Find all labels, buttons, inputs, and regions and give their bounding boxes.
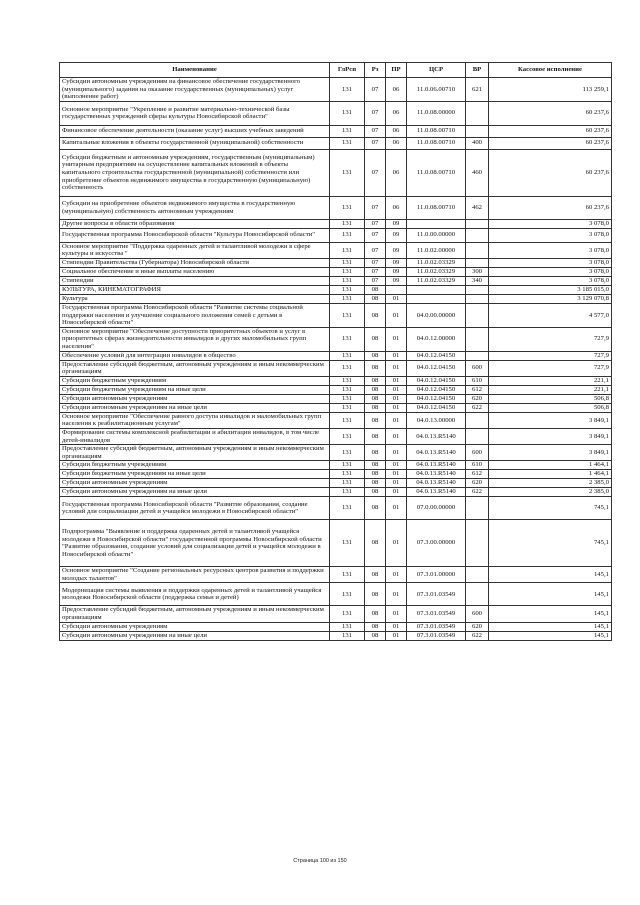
cell-pr: 01: [386, 360, 407, 376]
cell-amount: 145,1: [489, 631, 612, 640]
cell-rz: 08: [365, 360, 386, 376]
cell-rz: 08: [365, 376, 386, 385]
cell-amount: 3 078,0: [489, 219, 612, 228]
cell-csr: 04.0.12.00000: [407, 327, 466, 351]
cell-vr: 462: [466, 196, 489, 219]
cell-amount: 745,1: [489, 497, 612, 520]
cell-csr: 04.0.12.04150: [407, 394, 466, 403]
table-row: [60, 479, 612, 488]
cell-rz: 08: [365, 303, 386, 327]
cell-name: Субсидии автономным учреждениям на иные цели: [60, 403, 330, 412]
cell-name: Государственная программа Новосибирской области "Развитие системы социальной поддержки населения и улучшение социального положения семей с детьми в Новосибирской области": [60, 303, 330, 327]
cell-csr: 07.0.00.00000: [407, 497, 466, 520]
table-row: [60, 258, 612, 267]
cell-csr: 11.0.02.03329: [407, 258, 466, 267]
cell-pr: 01: [386, 385, 407, 394]
cell-grs: 131: [330, 78, 365, 102]
cell-rz: 08: [365, 479, 386, 488]
cell-csr: 04.0.13.00000: [407, 412, 466, 428]
cell-name: Субсидии автономным учреждениям: [60, 622, 330, 631]
cell-csr: 04.0.12.04150: [407, 376, 466, 385]
cell-pr: [386, 285, 407, 294]
cell-rz: 08: [365, 403, 386, 412]
cell-rz: 07: [365, 101, 386, 125]
cell-pr: 06: [386, 78, 407, 102]
cell-vr: [466, 228, 489, 242]
cell-rz: 08: [365, 631, 386, 640]
cell-csr: 11.0.08.00000: [407, 101, 466, 125]
cell-csr: 11.0.02.03329: [407, 276, 466, 285]
cell-name: Субсидии бюджетным и автономным учреждениям, государственным (муниципальным) унитарным предприятиям на осуществление капитальных вложений в объекты капитального строительства государственной (муниципальной) собственности или приобретение объектов недвижимого имущества в государственную (муниципальную) собственность: [60, 149, 330, 196]
cell-amount: 1 464,1: [489, 461, 612, 470]
cell-vr: 620: [466, 394, 489, 403]
cell-vr: 610: [466, 376, 489, 385]
cell-amount: 4 577,0: [489, 303, 612, 327]
cell-rz: 08: [365, 567, 386, 583]
cell-csr: [407, 285, 466, 294]
table-row: [60, 622, 612, 631]
cell-name: Субсидии автономным учреждениям на иные цели: [60, 488, 330, 497]
cell-csr: 04.0.00.00000: [407, 303, 466, 327]
cell-vr: 620: [466, 622, 489, 631]
cell-pr: 01: [386, 470, 407, 479]
table-row: [60, 470, 612, 479]
table-row: [60, 285, 612, 294]
cell-csr: 04.0.12.04150: [407, 360, 466, 376]
header-vr: ВР: [466, 63, 489, 78]
table-row: [60, 219, 612, 228]
cell-grs: 131: [330, 470, 365, 479]
cell-pr: 06: [386, 125, 407, 137]
cell-grs: 131: [330, 567, 365, 583]
cell-rz: 08: [365, 294, 386, 303]
cell-vr: 600: [466, 445, 489, 461]
table-row: [60, 428, 612, 444]
cell-rz: 07: [365, 125, 386, 137]
cell-grs: 131: [330, 228, 365, 242]
cell-amount: 145,1: [489, 583, 612, 606]
cell-rz: 07: [365, 196, 386, 219]
cell-amount: 3 129 070,8: [489, 294, 612, 303]
cell-amount: 60 237,6: [489, 137, 612, 149]
cell-amount: 221,1: [489, 385, 612, 394]
cell-pr: 01: [386, 479, 407, 488]
cell-pr: 01: [386, 497, 407, 520]
cell-name: Модернизация системы выявления и поддержки одаренных детей и талантливой учащейся молодежи Новосибирской области (поддержка семьи и детей): [60, 583, 330, 606]
page-number: Страница 100 из 150: [293, 858, 347, 864]
budget-execution-table: [59, 62, 612, 641]
cell-name: Государственная программа Новосибирской области "Культура Новосибирской области": [60, 228, 330, 242]
cell-grs: 131: [330, 520, 365, 567]
cell-pr: 09: [386, 242, 407, 258]
table-row: [60, 394, 612, 403]
cell-name: Основное мероприятие "Обеспечение доступности приоритетных объектов и услуг в приоритетных сферах жизнедеятельности инвалидов и других маломобильных групп населения": [60, 327, 330, 351]
cell-grs: 131: [330, 149, 365, 196]
table-row: [60, 412, 612, 428]
cell-amount: 60 237,6: [489, 125, 612, 137]
cell-rz: 08: [365, 488, 386, 497]
cell-pr: 09: [386, 276, 407, 285]
cell-rz: 08: [365, 520, 386, 567]
table-row: [60, 583, 612, 606]
cell-name: Предоставление субсидий бюджетным, автономным учреждениям и иным некоммерческим организациям: [60, 360, 330, 376]
table-row: [60, 351, 612, 360]
cell-grs: 131: [330, 267, 365, 276]
cell-csr: 07.3.01.03549: [407, 622, 466, 631]
table-row: [60, 497, 612, 520]
cell-vr: 300: [466, 267, 489, 276]
table-header-row: [60, 63, 612, 78]
header-amount: Кассовое исполнение: [489, 63, 612, 78]
cell-pr: 01: [386, 376, 407, 385]
cell-pr: 09: [386, 219, 407, 228]
table-row: [60, 488, 612, 497]
cell-rz: 08: [365, 385, 386, 394]
cell-grs: 131: [330, 479, 365, 488]
table-row: [60, 242, 612, 258]
cell-rz: 07: [365, 228, 386, 242]
cell-pr: 01: [386, 394, 407, 403]
table-row: [60, 125, 612, 137]
cell-vr: [466, 101, 489, 125]
cell-csr: 11.0.08.00710: [407, 196, 466, 219]
cell-rz: 08: [365, 394, 386, 403]
header-name: Наименование: [60, 63, 330, 78]
cell-grs: 131: [330, 394, 365, 403]
cell-amount: 221,1: [489, 376, 612, 385]
cell-vr: [466, 412, 489, 428]
cell-name: Основное мероприятие "Укрепление и развитие материально-технической базы государственных учреждений сферы культуры Новосибирской области": [60, 101, 330, 125]
cell-vr: 622: [466, 403, 489, 412]
cell-rz: 08: [365, 285, 386, 294]
cell-pr: 01: [386, 351, 407, 360]
cell-pr: 01: [386, 631, 407, 640]
cell-rz: 08: [365, 445, 386, 461]
header-pr: ПР: [386, 63, 407, 78]
cell-rz: 08: [365, 412, 386, 428]
cell-grs: 131: [330, 219, 365, 228]
cell-pr: 01: [386, 303, 407, 327]
cell-grs: 131: [330, 125, 365, 137]
cell-name: Основное мероприятие "Обеспечение равного доступа инвалидов и маломобильных групп населения к реабилитационным услугам": [60, 412, 330, 428]
cell-vr: [466, 428, 489, 444]
table-row: [60, 631, 612, 640]
cell-amount: 1 464,1: [489, 470, 612, 479]
cell-amount: 3 849,1: [489, 445, 612, 461]
cell-amount: 3 078,0: [489, 228, 612, 242]
cell-grs: 131: [330, 445, 365, 461]
cell-pr: 01: [386, 327, 407, 351]
table-row: [60, 228, 612, 242]
cell-name: Капитальные вложения в объекты государственной (муниципальной) собственности: [60, 137, 330, 149]
cell-vr: [466, 242, 489, 258]
cell-csr: 04.0.13.R5140: [407, 479, 466, 488]
cell-name: Субсидии автономным учреждениям: [60, 394, 330, 403]
cell-rz: 08: [365, 351, 386, 360]
cell-pr: 01: [386, 606, 407, 622]
cell-amount: 3 078,0: [489, 242, 612, 258]
cell-name: Основное мероприятие "Поддержка одаренных детей и талантливой молодежи в сфере культуры и искусства ": [60, 242, 330, 258]
cell-name: Стипендии: [60, 276, 330, 285]
cell-vr: [466, 285, 489, 294]
table-row: [60, 403, 612, 412]
cell-pr: 06: [386, 137, 407, 149]
cell-vr: [466, 567, 489, 583]
cell-csr: 04.0.13.R5140: [407, 445, 466, 461]
table-row: [60, 149, 612, 196]
cell-rz: 08: [365, 622, 386, 631]
cell-pr: 01: [386, 403, 407, 412]
cell-amount: 3 078,0: [489, 258, 612, 267]
cell-pr: 06: [386, 101, 407, 125]
cell-grs: 131: [330, 137, 365, 149]
table-row: [60, 461, 612, 470]
cell-vr: [466, 294, 489, 303]
cell-pr: 09: [386, 258, 407, 267]
table-row: [60, 360, 612, 376]
cell-amount: 60 237,6: [489, 101, 612, 125]
cell-vr: [466, 327, 489, 351]
cell-pr: 09: [386, 228, 407, 242]
table-row: [60, 137, 612, 149]
cell-rz: 08: [365, 497, 386, 520]
cell-name: Подпрограмма "Выявление и поддержка одаренных детей и талантливой учащейся молодежи в Новосибирской области" государственной программы Новосибирской области "Развитие образования, создание условий для социализации детей и учащейся молодежи в Новосибирской области": [60, 520, 330, 567]
cell-grs: 131: [330, 622, 365, 631]
cell-pr: 01: [386, 461, 407, 470]
cell-name: Субсидии на приобретение объектов недвижимого имущества в государственную (муниципальную) собственность автономным учреждениям: [60, 196, 330, 219]
cell-name: Финансовое обеспечение деятельности (оказание услуг) высших учебных заведений: [60, 125, 330, 137]
cell-rz: 08: [365, 606, 386, 622]
cell-csr: [407, 294, 466, 303]
cell-rz: 07: [365, 242, 386, 258]
cell-pr: 01: [386, 428, 407, 444]
cell-rz: 08: [365, 327, 386, 351]
cell-vr: 460: [466, 149, 489, 196]
cell-vr: [466, 351, 489, 360]
cell-rz: 07: [365, 258, 386, 267]
cell-grs: 131: [330, 351, 365, 360]
cell-csr: 07.3.01.03549: [407, 583, 466, 606]
cell-grs: 131: [330, 606, 365, 622]
cell-name: Субсидии автономным учреждениям на финансовое обеспечение государственного (муниципального) задания на оказание государственных (муниципальных) услуг (выполнение работ): [60, 78, 330, 102]
cell-grs: 131: [330, 196, 365, 219]
cell-vr: [466, 125, 489, 137]
header-grs: ГлРсп: [330, 63, 365, 78]
cell-vr: 622: [466, 488, 489, 497]
cell-vr: 621: [466, 78, 489, 102]
cell-rz: 07: [365, 137, 386, 149]
cell-csr: 04.0.13.R5140: [407, 470, 466, 479]
cell-amount: 3 078,0: [489, 267, 612, 276]
cell-grs: 131: [330, 303, 365, 327]
cell-vr: 600: [466, 606, 489, 622]
table-row: [60, 385, 612, 394]
table-row: [60, 78, 612, 102]
cell-pr: 01: [386, 520, 407, 567]
table-row: [60, 303, 612, 327]
cell-pr: 09: [386, 267, 407, 276]
cell-pr: 06: [386, 149, 407, 196]
cell-vr: [466, 497, 489, 520]
cell-amount: 145,1: [489, 622, 612, 631]
cell-name: Другие вопросы в области образования: [60, 219, 330, 228]
cell-grs: 131: [330, 385, 365, 394]
cell-grs: 131: [330, 276, 365, 285]
cell-amount: 145,1: [489, 567, 612, 583]
cell-vr: [466, 258, 489, 267]
cell-pr: 01: [386, 445, 407, 461]
cell-vr: 622: [466, 631, 489, 640]
cell-amount: 145,1: [489, 606, 612, 622]
cell-amount: 506,8: [489, 403, 612, 412]
cell-csr: 04.0.13.R5140: [407, 461, 466, 470]
cell-grs: 131: [330, 631, 365, 640]
cell-amount: 3 849,1: [489, 412, 612, 428]
cell-grs: 131: [330, 428, 365, 444]
cell-name: Предоставление субсидий бюджетным, автономным учреждениям и иным некоммерческим организациям: [60, 606, 330, 622]
cell-csr: 04.0.13.R5140: [407, 428, 466, 444]
table-row: [60, 520, 612, 567]
cell-amount: 60 237,6: [489, 196, 612, 219]
cell-grs: 131: [330, 497, 365, 520]
cell-csr: 11.0.06.00710: [407, 78, 466, 102]
header-csr: ЦСР: [407, 63, 466, 78]
cell-vr: [466, 303, 489, 327]
cell-rz: 07: [365, 276, 386, 285]
cell-grs: 131: [330, 101, 365, 125]
table-row: [60, 294, 612, 303]
cell-csr: 07.3.01.00000: [407, 567, 466, 583]
table-row: [60, 376, 612, 385]
cell-name: Субсидии бюджетным учреждениям: [60, 376, 330, 385]
cell-name: Субсидии автономным учреждениям на иные цели: [60, 631, 330, 640]
cell-csr: 07.3.01.03549: [407, 606, 466, 622]
cell-rz: 08: [365, 428, 386, 444]
cell-vr: 610: [466, 461, 489, 470]
cell-rz: 07: [365, 78, 386, 102]
table-row: [60, 327, 612, 351]
cell-vr: [466, 583, 489, 606]
cell-name: Государственная программа Новосибирской области "Развитие образования, создание условий для социализации детей и учащейся молодежи в Новосибирской области": [60, 497, 330, 520]
table-row: [60, 445, 612, 461]
cell-name: Субсидии автономным учреждениям: [60, 479, 330, 488]
table-row: [60, 276, 612, 285]
cell-vr: 400: [466, 137, 489, 149]
cell-csr: 04.0.13.R5140: [407, 488, 466, 497]
cell-grs: 131: [330, 285, 365, 294]
cell-pr: 06: [386, 196, 407, 219]
table-row: [60, 606, 612, 622]
cell-amount: 745,1: [489, 520, 612, 567]
cell-name: Основное мероприятие "Создание региональных ресурсных центров развития и поддержки молодых талантов": [60, 567, 330, 583]
cell-csr: 11.0.08.00710: [407, 137, 466, 149]
cell-csr: 11.0.02.03329: [407, 267, 466, 276]
cell-csr: 04.0.12.04150: [407, 351, 466, 360]
cell-amount: 3 849,1: [489, 428, 612, 444]
cell-rz: 07: [365, 149, 386, 196]
cell-csr: 11.0.08.00710: [407, 149, 466, 196]
cell-name: Предоставление субсидий бюджетным, автономным учреждениям и иным некоммерческим организациям: [60, 445, 330, 461]
cell-csr: 11.0.02.00000: [407, 242, 466, 258]
cell-csr: 07.3.01.03549: [407, 631, 466, 640]
cell-vr: 600: [466, 360, 489, 376]
cell-grs: 131: [330, 412, 365, 428]
cell-amount: 113 259,1: [489, 78, 612, 102]
cell-pr: 01: [386, 583, 407, 606]
cell-name: Формирование системы комплексной реабилитации и абилитации инвалидов, в том числе детей-инвалидов: [60, 428, 330, 444]
cell-csr: [407, 219, 466, 228]
cell-vr: 612: [466, 470, 489, 479]
cell-pr: 01: [386, 567, 407, 583]
cell-csr: 07.3.00.00000: [407, 520, 466, 567]
cell-grs: 131: [330, 258, 365, 267]
table-row: [60, 101, 612, 125]
cell-vr: [466, 219, 489, 228]
cell-amount: 727,9: [489, 327, 612, 351]
cell-csr: 04.0.12.04150: [407, 403, 466, 412]
cell-grs: 131: [330, 461, 365, 470]
cell-pr: 01: [386, 294, 407, 303]
cell-csr: 11.0.08.00710: [407, 125, 466, 137]
cell-amount: 2 385,0: [489, 479, 612, 488]
table-row: [60, 196, 612, 219]
cell-grs: 131: [330, 327, 365, 351]
cell-name: Культура: [60, 294, 330, 303]
table-body: [60, 78, 612, 641]
cell-grs: 131: [330, 488, 365, 497]
cell-name: Субсидии бюджетным учреждениям на иные цели: [60, 470, 330, 479]
cell-amount: 506,8: [489, 394, 612, 403]
cell-grs: 131: [330, 583, 365, 606]
cell-rz: 08: [365, 470, 386, 479]
header-rz: Рз: [365, 63, 386, 78]
cell-amount: 727,9: [489, 351, 612, 360]
cell-vr: 620: [466, 479, 489, 488]
table-row: [60, 567, 612, 583]
cell-name: Субсидии бюджетным учреждениям на иные цели: [60, 385, 330, 394]
cell-amount: 727,9: [489, 360, 612, 376]
cell-amount: 60 237,6: [489, 149, 612, 196]
cell-name: Социальное обеспечение и иные выплаты населению: [60, 267, 330, 276]
cell-grs: 131: [330, 376, 365, 385]
cell-grs: 131: [330, 360, 365, 376]
cell-vr: 340: [466, 276, 489, 285]
cell-vr: [466, 520, 489, 567]
cell-name: Субсидии бюджетным учреждениям: [60, 461, 330, 470]
cell-grs: 131: [330, 294, 365, 303]
cell-amount: 3 185 015,0: [489, 285, 612, 294]
cell-csr: 11.0.00.00000: [407, 228, 466, 242]
table-row: [60, 267, 612, 276]
cell-rz: 07: [365, 267, 386, 276]
cell-name: Стипендии Правительства (Губернатора) Новосибирской области: [60, 258, 330, 267]
cell-rz: 08: [365, 461, 386, 470]
cell-vr: 612: [466, 385, 489, 394]
cell-amount: 3 078,0: [489, 276, 612, 285]
cell-grs: 131: [330, 403, 365, 412]
cell-name: КУЛЬТУРА, КИНЕМАТОГРАФИЯ: [60, 285, 330, 294]
cell-name: Обеспечение условий для интеграции инвалидов в общество: [60, 351, 330, 360]
cell-csr: 04.0.12.04150: [407, 385, 466, 394]
cell-pr: 01: [386, 622, 407, 631]
cell-rz: 07: [365, 219, 386, 228]
cell-pr: 01: [386, 488, 407, 497]
cell-grs: 131: [330, 242, 365, 258]
cell-pr: 01: [386, 412, 407, 428]
cell-rz: 08: [365, 583, 386, 606]
cell-amount: 2 385,0: [489, 488, 612, 497]
